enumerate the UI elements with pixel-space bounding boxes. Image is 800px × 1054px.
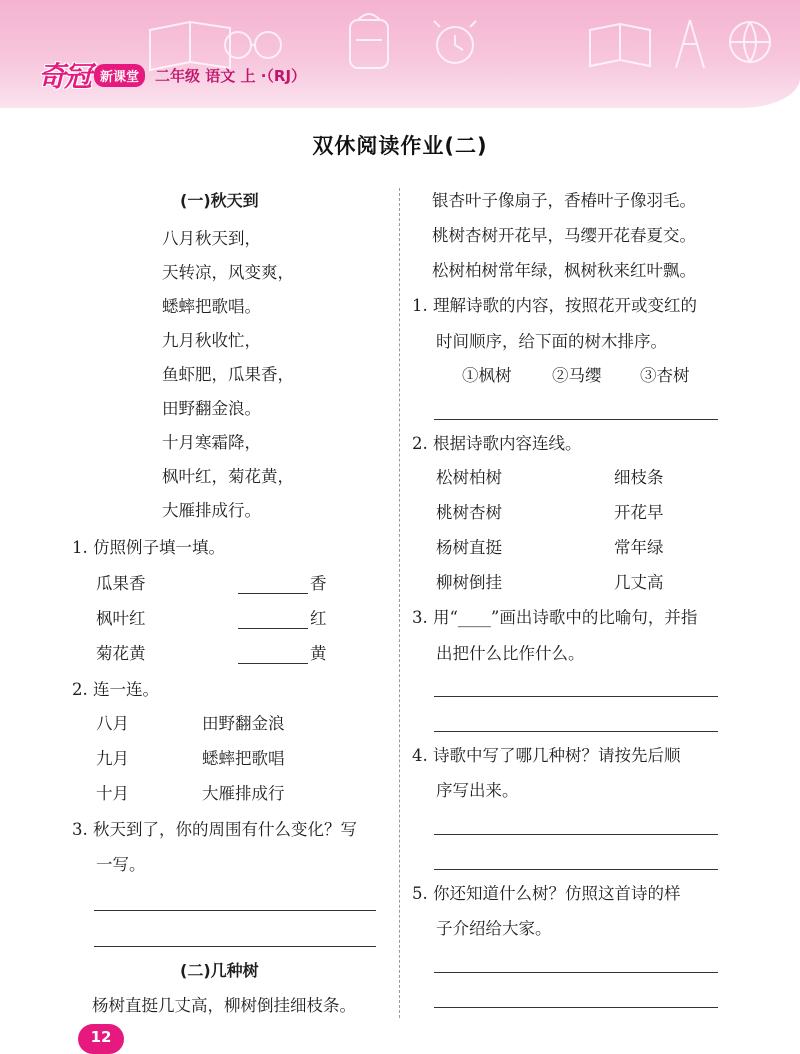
logo-text: 奇冠 bbox=[38, 60, 91, 93]
answer-line[interactable] bbox=[94, 946, 376, 947]
answer-line[interactable] bbox=[434, 869, 718, 870]
question-5-cont: 子介绍给大家。 bbox=[436, 919, 552, 938]
question-2: 2. 根据诗歌内容连线。 bbox=[412, 434, 582, 453]
match-left-item[interactable]: 九月 bbox=[96, 749, 129, 768]
header-banner bbox=[0, 0, 800, 108]
match-right-item[interactable]: 蟋蟀把歌唱 bbox=[202, 749, 285, 768]
match-left-item[interactable]: 杨树直挺 bbox=[436, 538, 502, 557]
question-3: 3. 用“____”画出诗歌中的比喻句，并指 bbox=[412, 608, 698, 627]
grade-subject-label: 二年级 语文 上 ·（RJ） bbox=[155, 66, 307, 85]
match-right-item[interactable]: 田野翻金浪 bbox=[202, 714, 285, 733]
match-right-item[interactable]: 常年绿 bbox=[614, 538, 664, 557]
answer-line[interactable] bbox=[434, 972, 718, 973]
poem-line: 枫叶红，菊花黄， bbox=[162, 467, 294, 486]
question-3-cont: 出把什么比作什么。 bbox=[436, 644, 585, 663]
logo-badge: 新课堂 bbox=[94, 64, 145, 87]
question-1-cont: 时间顺序，给下面的树木排序。 bbox=[436, 332, 667, 351]
poem2-title: (二)几种树 bbox=[180, 961, 259, 980]
fill-item-suffix: 香 bbox=[310, 574, 327, 593]
poem1-title: (一)秋天到 bbox=[180, 191, 259, 210]
fill-item-suffix: 黄 bbox=[310, 644, 327, 663]
poem-line: 银杏叶子像扇子，香椿叶子像羽毛。 bbox=[432, 191, 696, 210]
poem-line: 九月秋收忙， bbox=[162, 331, 261, 350]
answer-line[interactable] bbox=[434, 731, 718, 732]
match-left-item[interactable]: 柳树倒挂 bbox=[436, 573, 502, 592]
poem-line: 大雁排成行。 bbox=[162, 501, 261, 520]
answer-blank[interactable] bbox=[238, 593, 308, 594]
match-left-item[interactable]: 松树柏树 bbox=[436, 468, 502, 487]
poem-line: 田野翻金浪。 bbox=[162, 399, 261, 418]
poem-line: 蟋蟀把歌唱。 bbox=[162, 297, 261, 316]
answer-blank[interactable] bbox=[238, 663, 308, 664]
sort-option: ③杏树 bbox=[640, 366, 690, 385]
match-left-item[interactable]: 八月 bbox=[96, 714, 129, 733]
answer-line[interactable] bbox=[94, 910, 376, 911]
answer-line[interactable] bbox=[434, 1007, 718, 1008]
answer-line[interactable] bbox=[434, 419, 718, 420]
poem-line: 天转凉，风变爽， bbox=[162, 263, 294, 282]
question-1: 1. 理解诗歌的内容，按照花开或变红的 bbox=[412, 296, 697, 315]
question-2: 2. 连一连。 bbox=[72, 680, 159, 699]
question-4-cont: 序写出来。 bbox=[436, 781, 519, 800]
answer-line[interactable] bbox=[434, 696, 718, 697]
question-1: 1. 仿照例子填一填。 bbox=[72, 538, 225, 557]
match-right-item[interactable]: 几丈高 bbox=[614, 573, 664, 592]
poem-line: 八月秋天到， bbox=[162, 229, 261, 248]
question-3: 3. 秋天到了，你的周围有什么变化？写 bbox=[72, 820, 357, 839]
poem-line: 十月寒霜降， bbox=[162, 433, 261, 452]
poem-line: 桃树杏树开花早，马缨开花春夏交。 bbox=[432, 226, 696, 245]
match-right-item[interactable]: 开花早 bbox=[614, 503, 664, 522]
poem-line: 杨树直挺几丈高，柳树倒挂细枝条。 bbox=[92, 996, 356, 1015]
match-right-item[interactable]: 大雁排成行 bbox=[202, 784, 285, 803]
page-number: 12 bbox=[78, 1024, 124, 1054]
poem-line: 鱼虾肥，瓜果香， bbox=[162, 365, 294, 384]
sort-option: ①枫树 bbox=[462, 366, 512, 385]
match-left-item[interactable]: 桃树杏树 bbox=[436, 503, 502, 522]
brand-logo bbox=[38, 58, 306, 92]
fill-item-label: 菊花黄 bbox=[96, 644, 146, 663]
fill-item-label: 枫叶红 bbox=[96, 609, 146, 628]
match-left-item[interactable]: 十月 bbox=[96, 784, 129, 803]
question-5: 5. 你还知道什么树？仿照这首诗的样 bbox=[412, 884, 681, 903]
match-right-item[interactable]: 细枝条 bbox=[614, 468, 664, 487]
question-4: 4. 诗歌中写了哪几种树？请按先后顺 bbox=[412, 746, 681, 765]
fill-item-suffix: 红 bbox=[310, 609, 327, 628]
answer-line[interactable] bbox=[434, 834, 718, 835]
answer-blank[interactable] bbox=[238, 628, 308, 629]
question-3-cont: 一写。 bbox=[96, 855, 146, 874]
fill-item-label: 瓜果香 bbox=[96, 574, 146, 593]
sort-option: ②马缨 bbox=[552, 366, 602, 385]
column-divider bbox=[399, 188, 400, 1018]
page-title: 双休阅读作业(二) bbox=[312, 134, 488, 158]
poem-line: 松树柏树常年绿，枫树秋来红叶飘。 bbox=[432, 261, 696, 280]
